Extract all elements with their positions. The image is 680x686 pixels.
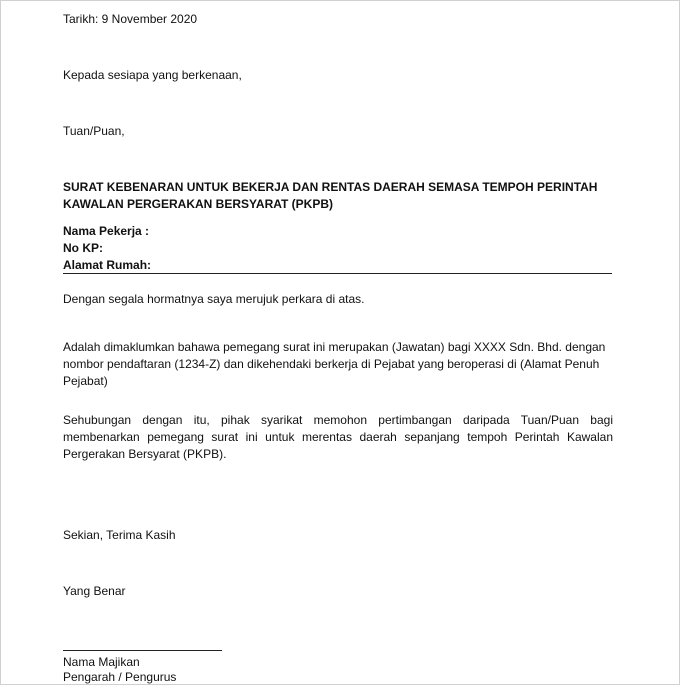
paragraph-reference: Dengan segala hormatnya saya merujuk perkara di atas.: [63, 292, 365, 306]
ic-number-label: No KP:: [63, 241, 103, 255]
signatory-title: Pengarah / Pengurus: [63, 670, 177, 684]
salutation: Tuan/Puan,: [63, 124, 125, 138]
sign-off: Yang Benar: [63, 584, 126, 598]
signature-line: [63, 650, 222, 651]
paragraph-request: Sehubungan dengan itu, pihak syarikat memohon pertimbangan daripada Tuan/Puan bagi membenarkan pemegang surat ini untuk merentas daerah sepanjang tempoh Perintah Kawalan Pergerakan Bersyarat (PKPB).: [63, 413, 613, 461]
letter-date: Tarikh: 9 November 2020: [63, 12, 198, 26]
home-address-label: Alamat Rumah:: [63, 258, 152, 272]
recipient-line: Kepada sesiapa yang berkenaan,: [63, 68, 242, 82]
fields-divider: [63, 273, 612, 274]
employee-name-label: Nama Pekerja :: [63, 224, 150, 238]
letter-subject: SURAT KEBENARAN UNTUK BEKERJA DAN RENTAS DAERAH SEMASA TEMPOH PERINTAH KAWALAN PERGERAKAN BERSYARAT (PKPB): [63, 180, 598, 211]
paragraph-employment: Adalah dimaklumkan bahawa pemegang surat ini merupakan (Jawatan) bagi XXXX Sdn. Bhd. dengan nombor pendaftaran (1234-Z) dan dikehendaki berkerja di Pejabat yang beroperasi di (Alamat Penuh Pejabat): [63, 340, 606, 388]
signatory-name: Nama Majikan: [63, 655, 140, 669]
closing-line: Sekian, Terima Kasih: [63, 528, 176, 542]
